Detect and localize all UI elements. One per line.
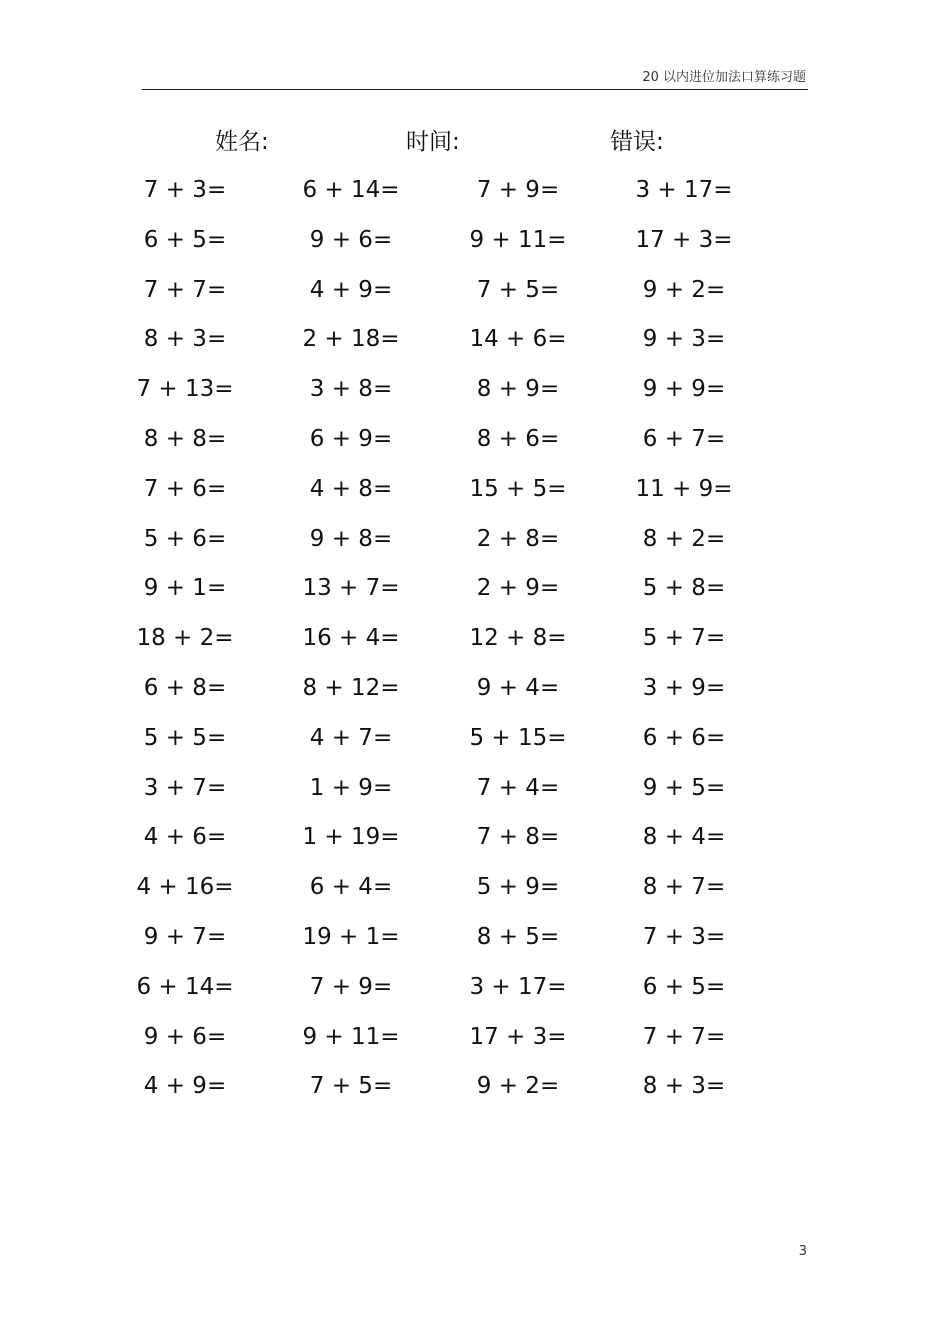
header-title: 20 以内进位加法口算练习题 (642, 70, 806, 85)
problem-cell: 9 + 6= (143, 1023, 227, 1050)
problem-row (0, 620, 950, 670)
problem-cell: 5 + 8= (642, 575, 726, 602)
problem-row (0, 570, 950, 620)
problem-row (0, 421, 950, 471)
problem-row (0, 720, 950, 770)
problem-cell: 1 + 19= (302, 824, 400, 851)
problem-row (0, 471, 950, 521)
problem-cell: 17 + 3= (469, 1023, 567, 1050)
problem-cell: 4 + 6= (143, 824, 227, 851)
problem-cell: 2 + 18= (302, 326, 400, 353)
problem-cell: 9 + 11= (302, 1023, 400, 1050)
problem-cell: 9 + 3= (642, 326, 726, 353)
problem-cell: 4 + 16= (136, 874, 234, 901)
problem-cell: 6 + 9= (309, 425, 393, 452)
page-header (142, 62, 808, 90)
problem-cell: 11 + 9= (635, 475, 733, 502)
problem-cell: 6 + 7= (642, 425, 726, 452)
problem-cell: 9 + 2= (476, 1073, 560, 1100)
problem-cell: 8 + 8= (143, 425, 227, 452)
problem-row (0, 919, 950, 969)
problem-cell: 18 + 2= (136, 625, 234, 652)
problem-cell: 15 + 5= (469, 475, 567, 502)
student-info-fields (0, 123, 950, 163)
problem-row (0, 770, 950, 820)
problem-row (0, 819, 950, 869)
problem-row (0, 521, 950, 571)
problem-cell: 5 + 15= (469, 724, 567, 751)
problem-cell: 7 + 3= (642, 923, 726, 950)
problem-cell: 6 + 5= (143, 226, 227, 253)
problem-cell: 9 + 9= (642, 376, 726, 403)
problem-row (0, 1019, 950, 1069)
problem-cell: 7 + 7= (143, 276, 227, 303)
problem-cell: 3 + 7= (143, 774, 227, 801)
problem-cell: 8 + 12= (302, 674, 400, 701)
problem-grid (0, 172, 950, 1118)
problem-cell: 1 + 9= (309, 774, 393, 801)
problem-cell: 14 + 6= (469, 326, 567, 353)
problem-cell: 4 + 9= (309, 276, 393, 303)
problem-cell: 9 + 4= (476, 674, 560, 701)
problem-row (0, 172, 950, 222)
problem-cell: 5 + 6= (143, 525, 227, 552)
problem-cell: 6 + 6= (642, 724, 726, 751)
problem-cell: 7 + 5= (309, 1073, 393, 1100)
problem-cell: 4 + 9= (143, 1073, 227, 1100)
problem-cell: 9 + 7= (143, 923, 227, 950)
problem-cell: 8 + 2= (642, 525, 726, 552)
problem-cell: 6 + 4= (309, 874, 393, 901)
problem-cell: 8 + 5= (476, 923, 560, 950)
page-number: 3 (798, 1244, 807, 1259)
problem-cell: 9 + 8= (309, 525, 393, 552)
problem-cell: 19 + 1= (302, 923, 400, 950)
problem-cell: 8 + 3= (143, 326, 227, 353)
problem-cell: 7 + 9= (309, 973, 393, 1000)
problem-cell: 3 + 17= (635, 177, 733, 203)
problem-cell: 9 + 1= (143, 575, 227, 602)
problem-cell: 8 + 7= (642, 874, 726, 901)
problem-cell: 6 + 14= (302, 177, 400, 203)
problem-cell: 9 + 11= (469, 226, 567, 253)
problem-row (0, 1068, 950, 1118)
problem-cell: 4 + 7= (309, 724, 393, 751)
problem-row (0, 869, 950, 919)
problem-row (0, 272, 950, 322)
problem-cell: 7 + 6= (143, 475, 227, 502)
problem-cell: 8 + 3= (642, 1073, 726, 1100)
problem-cell: 7 + 9= (476, 177, 560, 203)
problem-row (0, 371, 950, 421)
problem-row (0, 969, 950, 1019)
problem-cell: 4 + 8= (309, 475, 393, 502)
problem-cell: 9 + 2= (642, 276, 726, 303)
problem-row (0, 321, 950, 371)
problem-cell: 6 + 8= (143, 674, 227, 701)
problem-cell: 17 + 3= (635, 226, 733, 253)
problem-cell: 8 + 6= (476, 425, 560, 452)
problem-cell: 9 + 6= (309, 226, 393, 253)
problem-cell: 5 + 5= (143, 724, 227, 751)
problem-cell: 6 + 5= (642, 973, 726, 1000)
problem-cell: 13 + 7= (302, 575, 400, 602)
time-label: 时间: (406, 129, 460, 155)
problem-cell: 12 + 8= (469, 625, 567, 652)
problem-row (0, 670, 950, 720)
problem-cell: 5 + 7= (642, 625, 726, 652)
problem-row (0, 222, 950, 272)
problem-cell: 8 + 4= (642, 824, 726, 851)
problem-cell: 2 + 8= (476, 525, 560, 552)
problem-cell: 6 + 14= (136, 973, 234, 1000)
problem-cell: 7 + 3= (143, 177, 227, 203)
errors-label: 错误: (610, 129, 664, 155)
problem-cell: 7 + 4= (476, 774, 560, 801)
problem-cell: 3 + 9= (642, 674, 726, 701)
problem-cell: 7 + 5= (476, 276, 560, 303)
problem-cell: 3 + 17= (469, 973, 567, 1000)
problem-cell: 7 + 7= (642, 1023, 726, 1050)
problem-cell: 3 + 8= (309, 376, 393, 403)
problem-cell: 7 + 13= (136, 376, 234, 403)
problem-cell: 2 + 9= (476, 575, 560, 602)
problem-cell: 5 + 9= (476, 874, 560, 901)
problem-cell: 16 + 4= (302, 625, 400, 652)
problem-cell: 9 + 5= (642, 774, 726, 801)
name-label: 姓名: (215, 129, 269, 155)
problem-cell: 8 + 9= (476, 376, 560, 403)
problem-cell: 7 + 8= (476, 824, 560, 851)
